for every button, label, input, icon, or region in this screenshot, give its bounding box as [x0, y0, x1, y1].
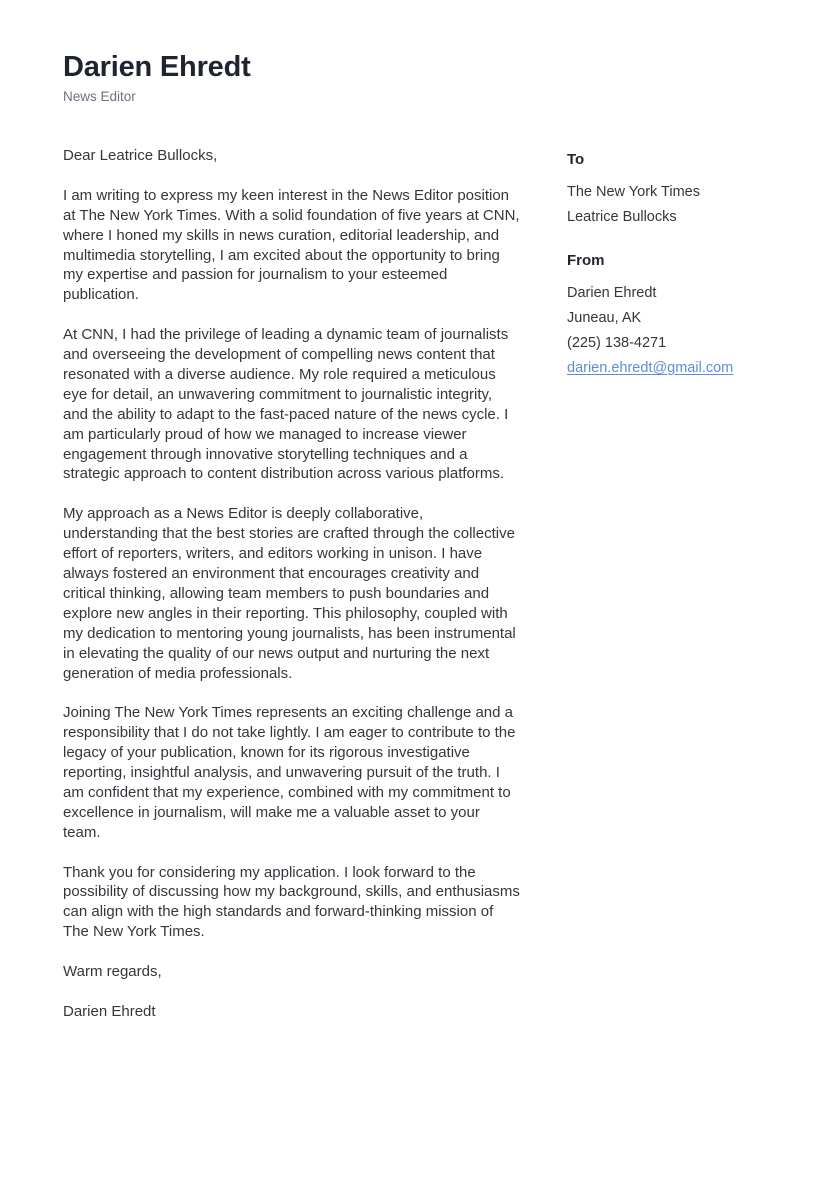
sender-heading: From [567, 252, 605, 269]
sender-phone: (225) 138-4271 [567, 335, 667, 351]
page-title: Darien Ehredt [63, 51, 251, 83]
letter-paragraph: I am writing to express my keen interest in the News Editor position at The New York Times. With a solid foundation of five years at CNN, where I honed my skills in news curation, editorial leadership, and multimedia storytelling, I am excited about the opportunity to bring my expertise and passion for journalism to your esteemed publication. [63, 186, 520, 304]
sender-location: Juneau, AK [567, 310, 642, 326]
recipient-heading: To [567, 151, 585, 168]
contact-sidebar [567, 151, 787, 403]
recipient-block [567, 151, 787, 230]
recipient-company: The New York Times [567, 184, 700, 200]
letterhead [63, 52, 763, 105]
salutation: Dear Leatrice Bullocks, [63, 147, 218, 164]
letter-body-column [63, 146, 521, 1022]
letter-paragraph: Joining The New York Times represents an exciting challenge and a responsibility that I do not take lightly. I am eager to contribute to the legacy of your publication, known for its rigorous investigative reporting, insightful analysis, and unwavering pursuit of the truth. I am confident that my experience, combined with my commitment to excellence in journalism, will make me a valuable asset to your team. [63, 704, 516, 841]
letter-paragraph: My approach as a News Editor is deeply collaborative, understanding that the best stories are crafted through the collective effort of reporters, writers, and editors working in unison. I have always fostered an environment that encourages creativity and critical thinking, allowing team members to push boundaries and explore new angles in their reporting. This philosophy, coupled with my dedication to mentoring young journalists, has been instrumental in elevating the quality of our news output and nurturing the next generation of media professionals. [63, 505, 516, 682]
job-title-subtitle: News Editor [63, 88, 136, 104]
letter-paragraph: At CNN, I had the privilege of leading a dynamic team of journalists and overseeing the development of compelling news content that resonated with a diverse audience. My role required a meticulous eye for detail, an unwavering commitment to journalistic integrity, and the ability to adapt to the fast-paced nature of the news cycle. I am particularly proud of how we managed to increase viewer engagement through innovative storytelling techniques and a strategic approach to content distribution across various platforms. [63, 326, 509, 483]
letter-paragraph: Thank you for considering my application. I look forward to the possibility of discussing how my background, skills, and enthusiasms can align with the high standards and forward-thinking mission of The New York Times. [63, 863, 520, 941]
recipient-name: Leatrice Bullocks [567, 209, 677, 225]
closing-salutation: Warm regards, [63, 963, 162, 981]
sender-name: Darien Ehredt [567, 285, 657, 301]
signature-name: Darien Ehredt [63, 1002, 156, 1020]
sender-block [567, 252, 787, 381]
sender-email-link[interactable]: darien.ehredt@gmail.com [567, 360, 734, 376]
